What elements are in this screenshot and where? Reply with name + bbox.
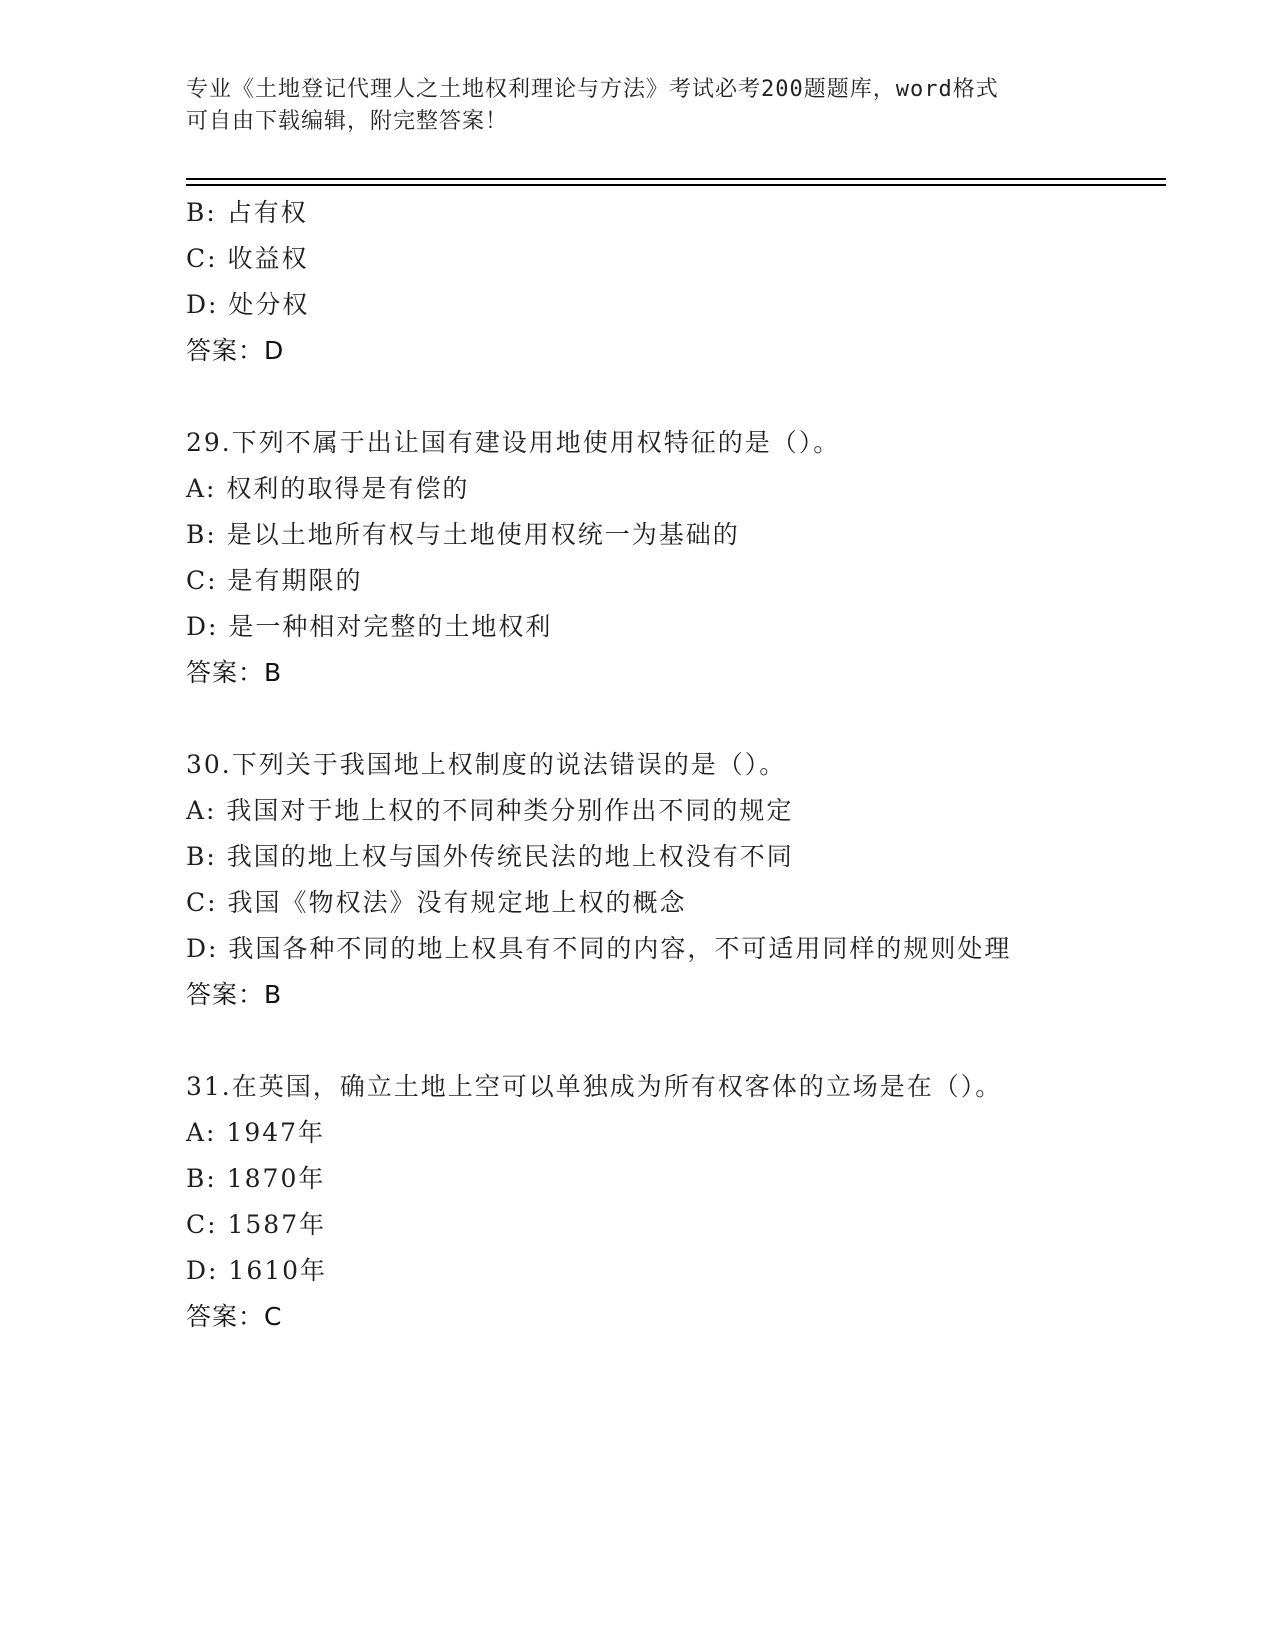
answer-line: 答案：C: [186, 1302, 283, 1331]
header-divider-bottom: [186, 184, 1166, 186]
answer-line: 答案：D: [186, 336, 285, 365]
question-stem: 29.下列不属于出让国有建设用地使用权特征的是（）。: [186, 428, 841, 457]
option-d: D: 我国各种不同的地上权具有不同的内容，不可适用同样的规则处理: [186, 934, 1012, 963]
answer-line: 答案：B: [186, 658, 283, 687]
option-d: D: 处分权: [186, 290, 310, 319]
answer-line: 答案：B: [186, 980, 283, 1009]
option-b: B: 1870年: [186, 1164, 326, 1193]
question-stem: 30.下列关于我国地上权制度的说法错误的是（）。: [186, 750, 787, 779]
question-28-continuation: [186, 190, 1166, 374]
header-divider-top: [186, 178, 1166, 180]
option-d: D: 1610年: [186, 1256, 328, 1285]
option-c: C: 1587年: [186, 1210, 327, 1239]
spacer: [186, 374, 1166, 420]
question-stem: 31.在英国，确立土地上空可以单独成为所有权客体的立场是在（）。: [186, 1072, 1003, 1101]
option-c: C: 我国《物权法》没有规定地上权的概念: [186, 888, 687, 917]
document-header: [186, 74, 1066, 138]
spacer: [186, 1018, 1166, 1064]
header-title-line-2: 可自由下载编辑，附完整答案！: [186, 109, 509, 134]
question-31: [186, 1064, 1166, 1340]
header-title-line-1: 专业《土地登记代理人之土地权利理论与方法》考试必考200题题库，word格式: [186, 77, 999, 102]
option-c: C: 收益权: [186, 244, 309, 273]
option-a: A: 我国对于地上权的不同种类分别作出不同的规定: [186, 796, 794, 825]
document-page: [186, 0, 1166, 1650]
option-b: B: 占有权: [186, 198, 308, 227]
option-c: C: 是有期限的: [186, 566, 363, 595]
question-content: [186, 190, 1166, 1340]
option-d: D: 是一种相对完整的土地权利: [186, 612, 553, 641]
option-a: A: 权利的取得是有偿的: [186, 474, 470, 503]
spacer: [186, 696, 1166, 742]
question-29: [186, 420, 1166, 696]
question-30: [186, 742, 1166, 1018]
option-b: B: 我国的地上权与国外传统民法的地上权没有不同: [186, 842, 794, 871]
option-a: A: 1947年: [186, 1118, 326, 1147]
option-b: B: 是以土地所有权与土地使用权统一为基础的: [186, 520, 740, 549]
